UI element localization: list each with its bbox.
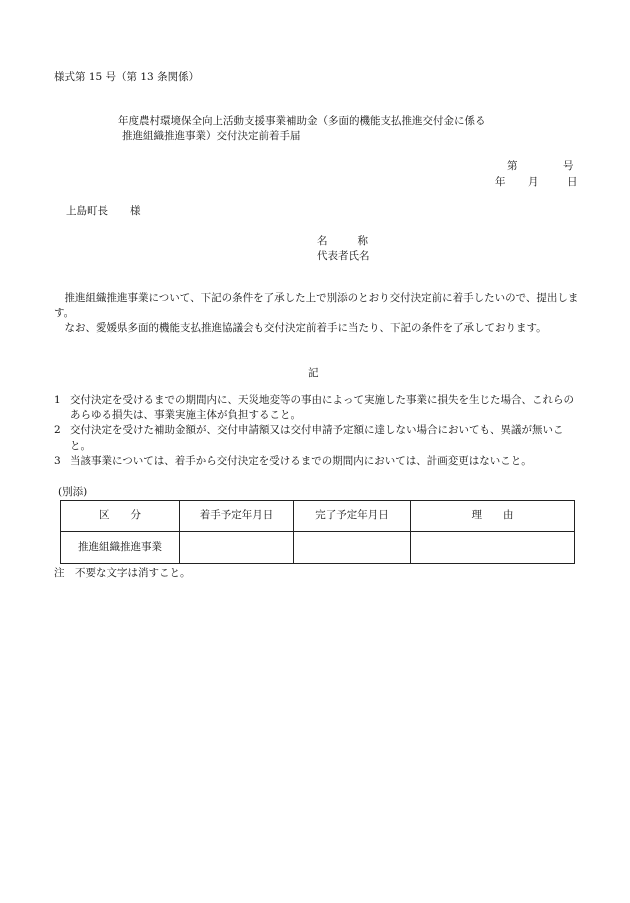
addressee-name: 上島町長 [66, 205, 108, 217]
representative-label: 代表者氏名 [317, 250, 370, 262]
applicant-name-label: 名 称 [317, 235, 368, 247]
condition-item: 2 交付決定を受けた補助金額が、交付申請額又は交付申請予定額に達しない場合においても、異議が無いこと。 [54, 424, 564, 452]
condition-item: 1 交付決定を受けるまでの期間内に、天災地変等の事由によって実施した事業に損失を生じた場合、これらのあらゆる損失は、事業実施主体が負担すること。 [54, 394, 574, 422]
table-header-cell: 区 分 [61, 501, 180, 532]
table-header-cell: 理 由 [411, 501, 575, 532]
ki-heading: 記 [308, 367, 319, 379]
body-text [54, 291, 584, 337]
date-month: 月 [528, 176, 539, 188]
number-go: 号 [563, 160, 574, 172]
document-number [507, 159, 574, 174]
title-line-2: 推進組織推進事業）交付決定前着手届 [122, 130, 301, 143]
conditions-list [54, 393, 584, 469]
document-date [495, 175, 578, 190]
body-paragraph-2: なお、愛媛県多面的機能支払推進協議会も交付決定前着手に当たり、下記の条件を了承しております。 [64, 322, 547, 335]
table-header-row [61, 501, 575, 532]
form-number: 様式第 15 号（第 13 条関係） [54, 71, 200, 83]
table-cell [294, 532, 411, 564]
date-day: 日 [567, 176, 578, 188]
table-cell [411, 532, 575, 564]
title-line-1: 年度農村環境保全向上活動支援事業補助金（多面的機能支払推進交付金に係る [118, 115, 486, 127]
attachment-label: (別添) [58, 486, 88, 498]
schedule-table [60, 500, 575, 564]
footnote: 注 不要な文字は消すこと。 [54, 567, 191, 579]
date-year: 年 [495, 176, 506, 188]
addressee [66, 204, 141, 219]
table-cell: 推進組織推進事業 [61, 532, 180, 564]
table-cell [180, 532, 294, 564]
table-header-cell: 完了予定年月日 [294, 501, 411, 532]
condition-item: 3 当該事業については、着手から交付決定を受けるまでの期間内においては、計画変更はないこと。 [54, 454, 532, 467]
table-row [61, 532, 575, 564]
number-dai: 第 [507, 160, 518, 172]
document-title [118, 114, 486, 144]
addressee-honorific: 様 [130, 205, 141, 217]
table-header-cell: 着手予定年月日 [180, 501, 294, 532]
body-paragraph-1: 推進組織推進事業について、下記の条件を了承した上で別添のとおり交付決定前に着手したいので、提出します。 [54, 292, 579, 320]
